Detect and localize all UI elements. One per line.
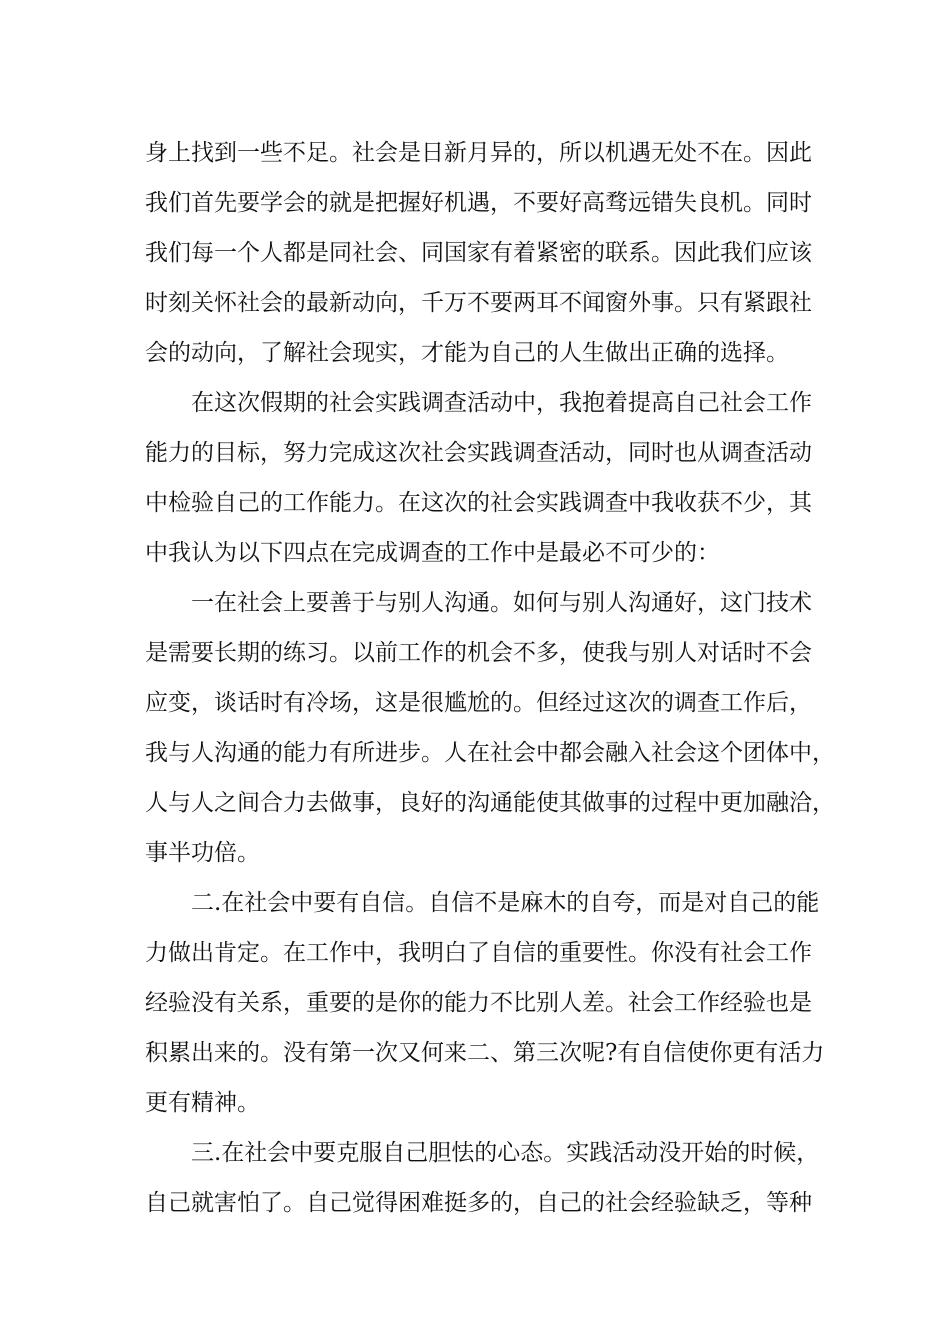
text-line: 我们首先要学会的就是把握好机遇，不要好高骛远错失良机。同时 (145, 190, 812, 216)
paragraph-first-line: 一在社会上要善于与别人沟通。如何与别人沟通好，这门技术 (191, 590, 812, 616)
text-line: 自己就害怕了。自己觉得困难挺多的，自己的社会经验缺乏，等种 (145, 1190, 812, 1216)
text-line: 更有精神。 (145, 1090, 260, 1116)
text-line: 事半功倍。 (145, 840, 260, 866)
paragraph-first-line: 二.在社会中要有自信。自信不是麻木的自夸，而是对自己的能 (191, 890, 820, 916)
paragraph-first-line: 在这次假期的社会实践调查活动中，我抱着提高自己社会工作 (191, 390, 812, 416)
text-line: 是需要长期的练习。以前工作的机会不多，使我与别人对话时不会 (145, 640, 812, 666)
text-line: 我与人沟通的能力有所进步。人在社会中都会融入社会这个团体中， (145, 740, 835, 766)
text-line: 中检验自己的工作能力。在这次的社会实践调查中我收获不少，其 (145, 490, 812, 516)
text-line: 会的动向，了解社会现实，才能为自己的人生做出正确的选择。 (145, 340, 789, 366)
text-line: 时刻关怀社会的最新动向，千万不要两耳不闻窗外事。只有紧跟社 (145, 290, 812, 316)
text-line: 经验没有关系，重要的是你的能力不比别人差。社会工作经验也是 (145, 990, 812, 1016)
text-line: 力做出肯定。在工作中，我明白了自信的重要性。你没有社会工作 (145, 940, 812, 966)
document-body (145, 128, 835, 1228)
text-line: 人与人之间合力去做事，良好的沟通能使其做事的过程中更加融洽， (145, 790, 835, 816)
text-line: 中我认为以下四点在完成调查的工作中是最必不可少的： (145, 540, 720, 566)
paragraph-first-line: 三.在社会中要克服自己胆怯的心态。实践活动没开始的时候， (191, 1140, 820, 1166)
text-line: 身上找到一些不足。社会是日新月异的，所以机遇无处不在。因此 (145, 140, 812, 166)
text-line: 我们每一个人都是同社会、同国家有着紧密的联系。因此我们应该 (145, 240, 812, 266)
text-line: 能力的目标，努力完成这次社会实践调查活动，同时也从调查活动 (145, 440, 812, 466)
text-line: 应变，谈话时有冷场，这是很尴尬的。但经过这次的调查工作后， (145, 690, 812, 716)
text-line: 积累出来的。没有第一次又何来二、第三次呢?有自信使你更有活力 (145, 1040, 825, 1066)
